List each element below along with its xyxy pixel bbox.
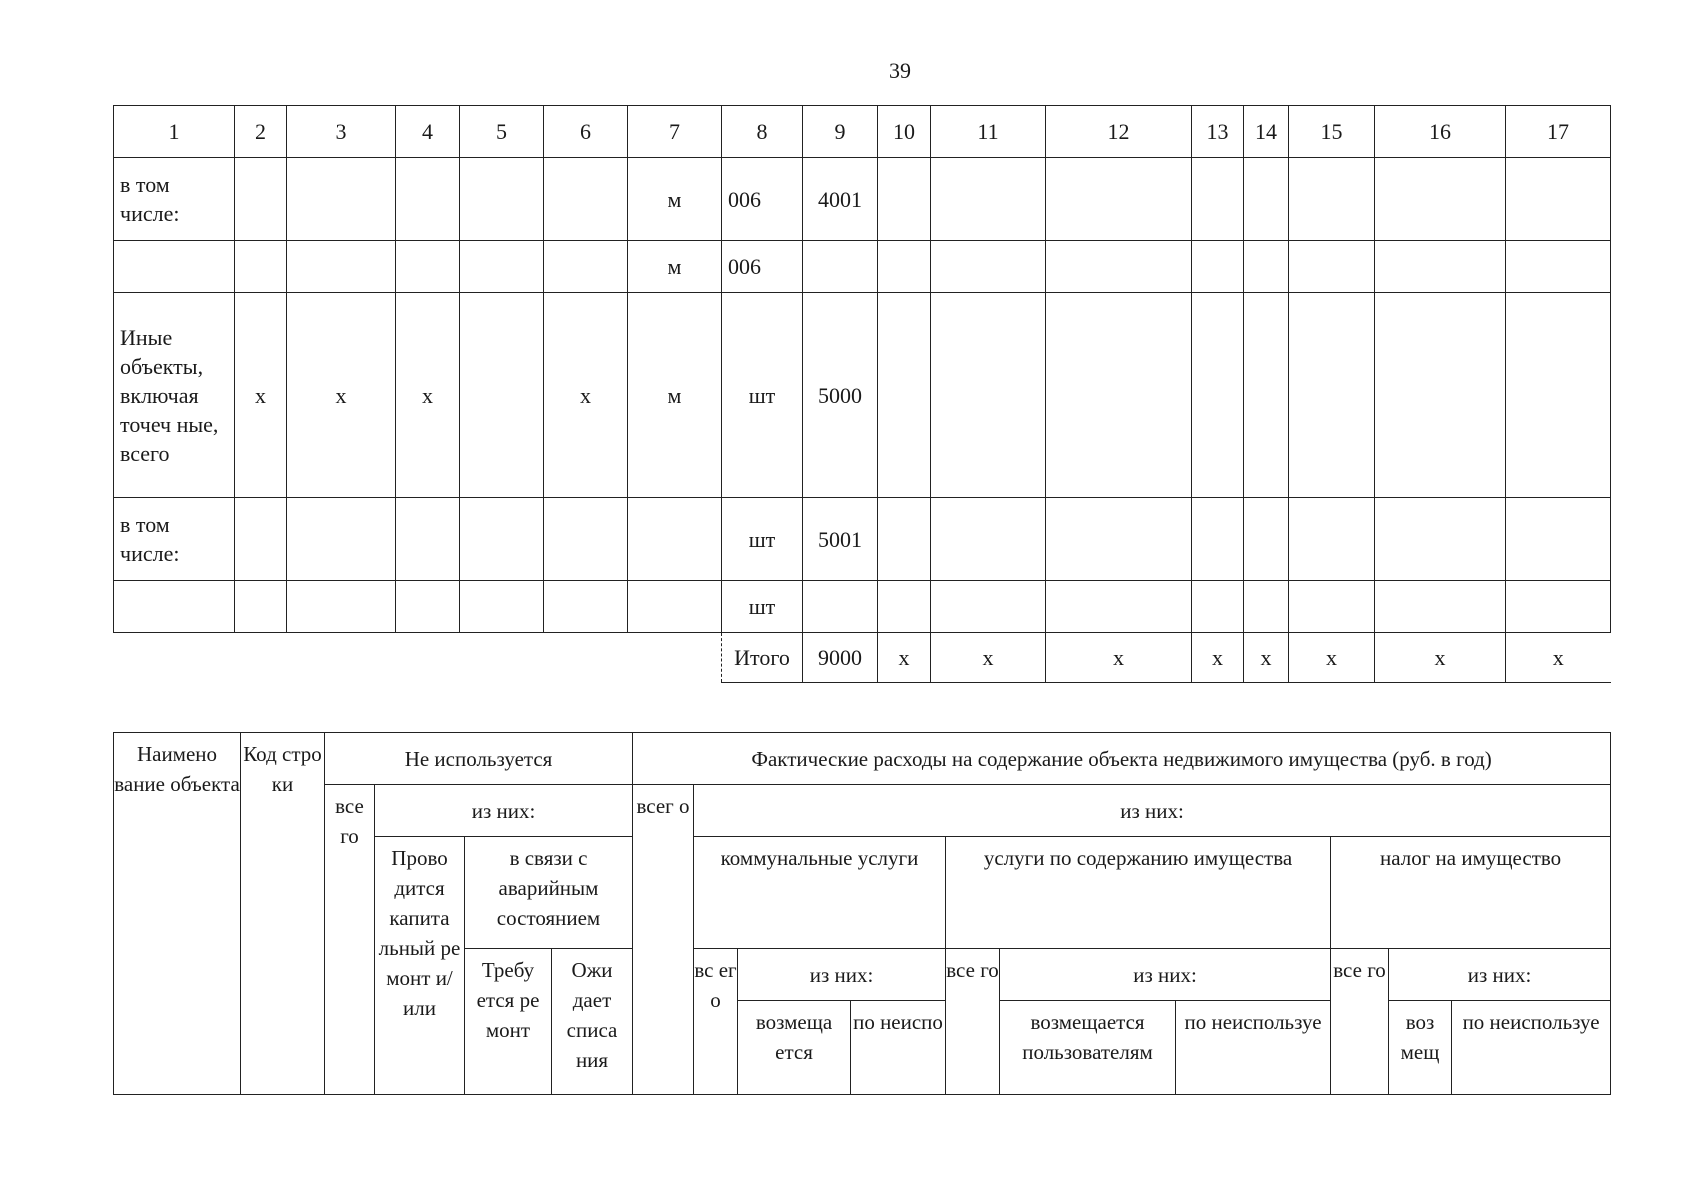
total-code: 9000 [803,633,878,683]
table-cell [396,241,460,293]
table-row [114,293,1611,498]
table-cell [1506,241,1611,293]
col-num: 3 [287,106,396,158]
table-cell [287,498,396,581]
table-cell: 4001 [803,158,878,241]
table-cell [287,581,396,633]
emergency-header: в связи с аварийным состоянием [465,837,633,949]
table-cell [114,241,235,293]
col-num: 14 [1244,106,1289,158]
table-cell [1046,241,1192,293]
col-num: 16 [1375,106,1506,158]
table-cell: м [628,241,722,293]
of-which-header: из них: [694,785,1611,837]
table-cell [544,158,628,241]
table-cell [1244,241,1289,293]
table-cell: шт [722,293,803,498]
tax-of-which: из них: [1389,949,1611,1001]
col-num: 9 [803,106,878,158]
table-cell [544,241,628,293]
table-cell: в том числе: [114,498,235,581]
table-cell [1046,293,1192,498]
table-cell [460,498,544,581]
col-num: 17 [1506,106,1611,158]
reimbursed-maintenance-header: возмещается пользователям [1000,1001,1176,1095]
table-cell [460,581,544,633]
total-cell: х [931,633,1046,683]
table-cell [1046,581,1192,633]
col-num: 6 [544,106,628,158]
table-cell [1375,498,1506,581]
table-cell [628,498,722,581]
awaiting-writeoff-header: Ожи дает списа ния [552,949,633,1095]
total-row [114,633,1611,683]
maintenance-total-header: все го [946,949,1000,1095]
total-cell: х [878,633,931,683]
col-num: 1 [114,106,235,158]
table-cell [931,293,1046,498]
maintenance-header: услуги по содержанию имущества [946,837,1331,949]
unused-maintenance-header: по неиспользуе [1176,1001,1331,1095]
tax-total-header: все го [1331,949,1389,1095]
table-cell [396,158,460,241]
table-cell [1192,293,1244,498]
table-cell [544,581,628,633]
table-cell [931,158,1046,241]
table-cell [878,241,931,293]
table-cell [287,158,396,241]
col-num: 5 [460,106,544,158]
table-cell [1506,581,1611,633]
table-cell: 5000 [803,293,878,498]
table-cell [1375,293,1506,498]
table-cell [396,581,460,633]
table-cell [878,498,931,581]
reimbursed-tax-header: воз мещ [1389,1001,1452,1095]
table-cell: м [628,158,722,241]
total-cell: х [1289,633,1375,683]
table-cell [1192,241,1244,293]
col-num: 8 [722,106,803,158]
table-row [114,158,1611,241]
object-name-header: Наимено вание объекта [114,733,241,1095]
total-cell: х [1375,633,1506,683]
not-used-header: Не используется [325,733,633,785]
table-cell [931,581,1046,633]
property-tax-header: налог на имущество [1331,837,1611,949]
table-cell [1289,581,1375,633]
table-cell [1375,158,1506,241]
reimbursed-utilities-header: возмеща ется [738,1001,851,1095]
table-cell: в том числе: [114,158,235,241]
table-cell [1192,498,1244,581]
utilities-of-which: из них: [738,949,946,1001]
total-cell: х [1506,633,1611,683]
table-cell [803,241,878,293]
maintenance-of-which: из них: [1000,949,1331,1001]
table-cell [460,241,544,293]
table-cell [1046,498,1192,581]
table-cell [1506,158,1611,241]
col-num: 4 [396,106,460,158]
table-cell [460,293,544,498]
table-cell: 006 [722,241,803,293]
table-cell: шт [722,581,803,633]
table-cell [878,158,931,241]
table-cell [1506,498,1611,581]
table-cell [1289,241,1375,293]
table-cell: Иные объекты, включая точеч ные, всего [114,293,235,498]
actual-costs-table-header [113,732,1611,1095]
table-cell [1244,158,1289,241]
table-cell [1289,498,1375,581]
table-cell [235,241,287,293]
table-cell [1289,293,1375,498]
utilities-total-header: вс ег о [694,949,738,1095]
table-cell [235,581,287,633]
utilities-header: коммунальные услуги [694,837,946,949]
table-cell: х [396,293,460,498]
table-cell: х [287,293,396,498]
total-cell: х [1244,633,1289,683]
table-cell [544,498,628,581]
table-cell [460,158,544,241]
table-cell [628,581,722,633]
unused-utilities-header: по неиспо [851,1001,946,1095]
table-cell [1192,581,1244,633]
table-cell [803,581,878,633]
total-header: все го [325,785,375,1095]
column-number-row [114,106,1611,158]
table-cell [1046,158,1192,241]
table-cell [235,158,287,241]
col-num: 10 [878,106,931,158]
table-cell [1244,293,1289,498]
table-cell [931,241,1046,293]
table-cell: шт [722,498,803,581]
table-cell [878,293,931,498]
table-row [114,498,1611,581]
col-num: 12 [1046,106,1192,158]
col-num: 7 [628,106,722,158]
table-cell [235,498,287,581]
table-cell [878,581,931,633]
table-cell [1244,581,1289,633]
of-which-header: из них: [375,785,633,837]
table-cell: 5001 [803,498,878,581]
table-cell [114,581,235,633]
total-label: Итого [722,633,803,683]
total-cell: х [1046,633,1192,683]
table-cell [1506,293,1611,498]
capital-repair-header: Прово дится капита льный ре монт и/или [375,837,465,1095]
table-cell: м [628,293,722,498]
col-num: 11 [931,106,1046,158]
table-row [114,241,1611,293]
col-num: 15 [1289,106,1375,158]
table-cell [931,498,1046,581]
table-cell [1192,158,1244,241]
table-row [114,581,1611,633]
report-table-continuation [113,105,1611,683]
table-cell: х [544,293,628,498]
row-code-header: Код стро ки [241,733,325,1095]
page-number: 39 [889,58,911,83]
table-cell [1244,498,1289,581]
needs-repair-header: Требу ется ре монт [465,949,552,1095]
unused-tax-header: по неиспользуе [1452,1001,1611,1095]
table-cell [1289,158,1375,241]
col-num: 13 [1192,106,1244,158]
table-cell: 006 [722,158,803,241]
total-cell: х [1192,633,1244,683]
actual-costs-header: Фактические расходы на содержание объекта недвижимого имущества (руб. в год) [633,733,1611,785]
table-cell: х [235,293,287,498]
table-cell [1375,581,1506,633]
col-num: 2 [235,106,287,158]
table-cell [287,241,396,293]
table-cell [396,498,460,581]
total-header: всег о [633,785,694,1095]
table-cell [1375,241,1506,293]
